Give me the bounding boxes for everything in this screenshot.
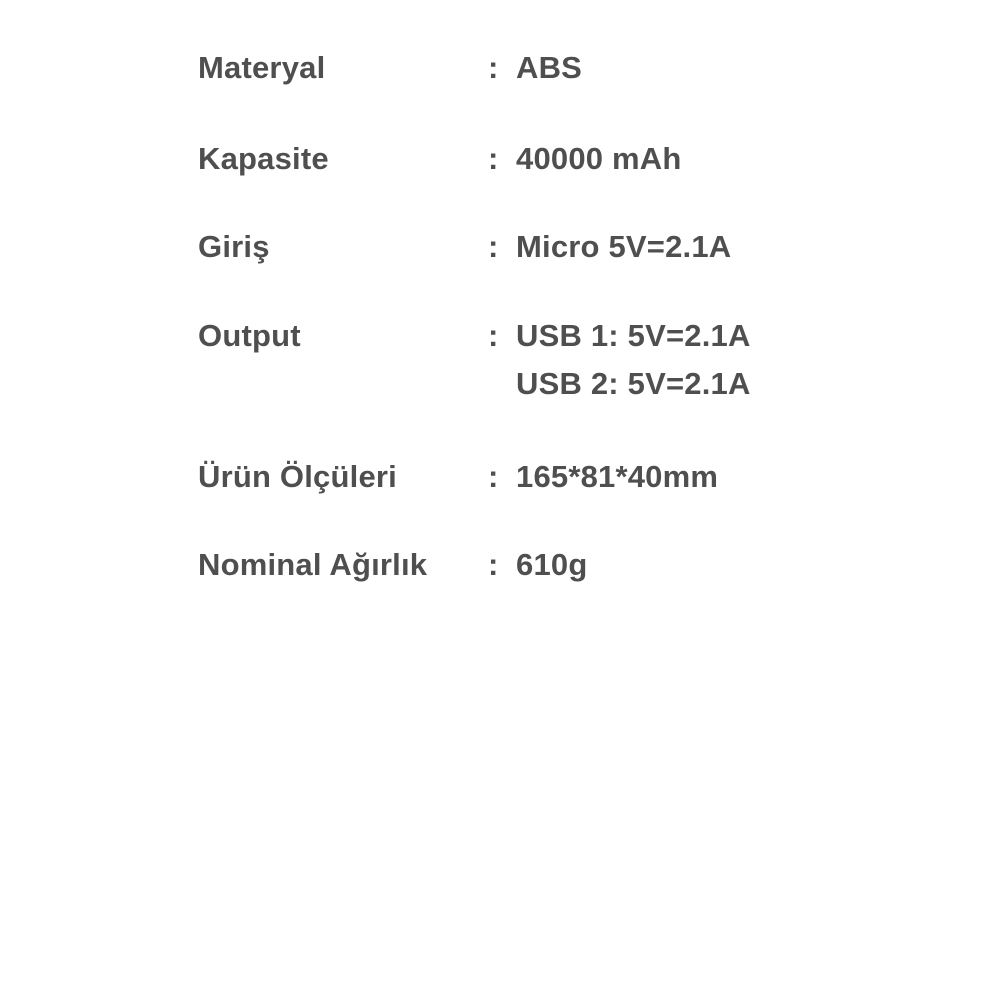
spec-label-output: Output xyxy=(198,317,301,353)
spec-value-urun-olculeri xyxy=(516,459,898,496)
spec-value-line: USB 1: 5V=2.1A xyxy=(516,317,751,353)
specification-table xyxy=(198,50,898,584)
spec-row-nominal-agirlik xyxy=(198,547,898,584)
spec-separator: : xyxy=(488,140,499,176)
spec-label-kapasite: Kapasite xyxy=(198,140,329,176)
spec-value-materyal xyxy=(516,50,898,87)
spec-value-line: ABS xyxy=(516,50,583,85)
spec-separator: : xyxy=(488,229,499,265)
spec-value-line: 40000 mAh xyxy=(516,140,682,176)
spec-label-giris: Giriş xyxy=(198,229,270,265)
spec-separator: : xyxy=(488,317,499,353)
spec-value-line: USB 2: 5V=2.1A xyxy=(516,366,751,402)
spec-value-output xyxy=(516,318,898,403)
spec-row-materyal xyxy=(198,50,898,87)
spec-value-nominal-agirlik xyxy=(516,547,898,584)
spec-separator: : xyxy=(488,458,499,494)
spec-row-giris xyxy=(198,229,898,266)
spec-separator: : xyxy=(488,547,499,583)
spec-label-nominal-agirlik: Nominal Ağırlık xyxy=(198,547,428,583)
spec-label-urun-olculeri: Ürün Ölçüleri xyxy=(198,458,397,494)
spec-value-giris xyxy=(516,229,898,266)
spec-value-kapasite xyxy=(516,141,898,178)
spec-separator: : xyxy=(488,50,499,85)
spec-value-line: 610g xyxy=(516,547,588,583)
spec-value-line: 165*81*40mm xyxy=(516,458,719,494)
spec-label-materyal: Materyal xyxy=(198,50,326,85)
spec-row-urun-olculeri xyxy=(198,459,898,496)
spec-row-output xyxy=(198,318,898,403)
spec-row-kapasite xyxy=(198,141,898,178)
spec-value-line: Micro 5V=2.1A xyxy=(516,229,732,265)
